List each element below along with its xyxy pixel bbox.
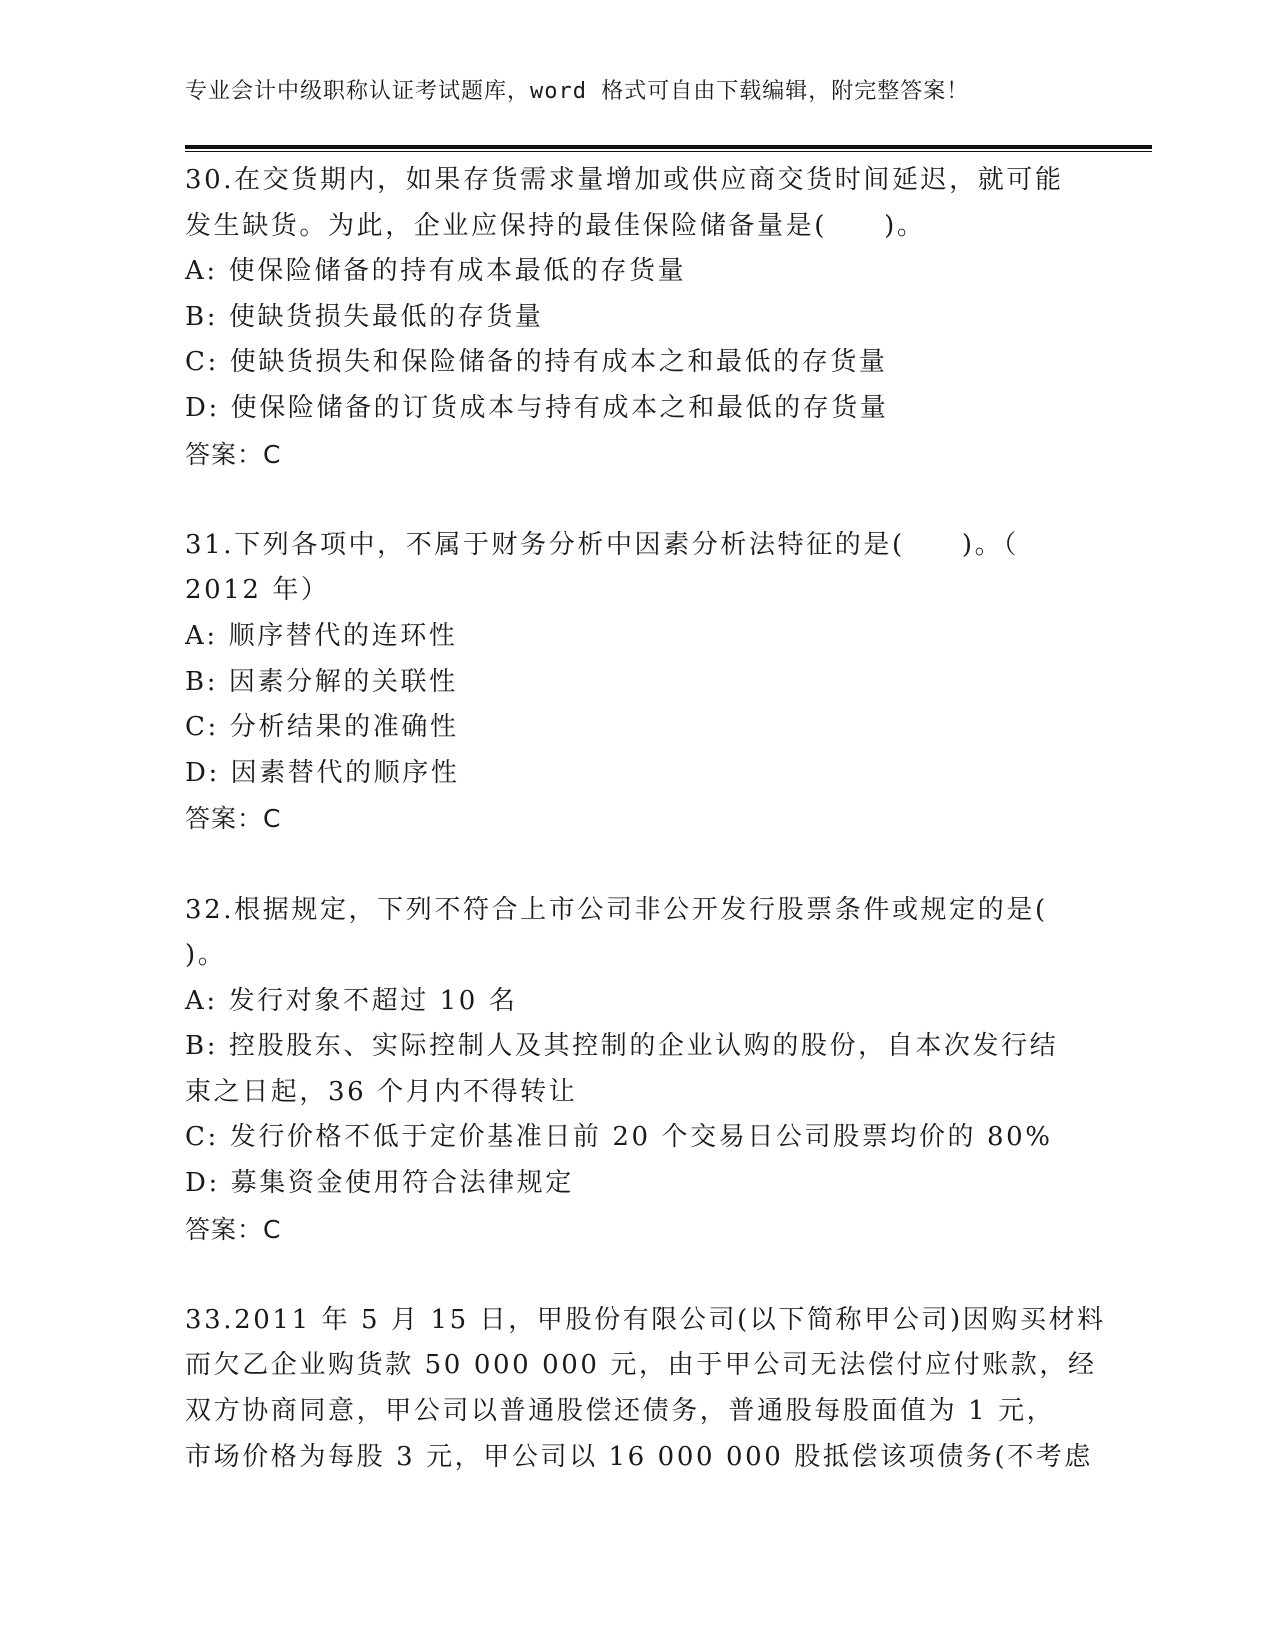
option-b: B: 控股股东、实际控制人及其控制的企业认购的股份，自本次发行结 [185,1031,1059,1062]
question-stem-line: 33.2011 年 5 月 15 日，甲股份有限公司(以下简称甲公司)因购买材料 [185,1304,1106,1335]
option-c: C: 发行价格不低于定价基准日前 20 个交易日公司股票均价的 80% [185,1122,1053,1153]
option-a: A: 发行对象不超过 10 名 [185,985,518,1016]
option-b: B: 因素分解的关联性 [185,666,458,697]
question-stem-line: 而欠乙企业购货款 50 000 000 元，由于甲公司无法偿付应付账款，经 [185,1350,1097,1381]
option-d: D: 募集资金使用符合法律规定 [185,1168,574,1199]
option-b-continued: 束之日起，36 个月内不得转让 [185,1076,578,1107]
question-list [185,158,1106,1480]
option-a: A: 使保险储备的持有成本最低的存货量 [185,256,687,287]
answer-line: 答案：C [185,1214,282,1244]
option-c: C: 分析结果的准确性 [185,712,459,743]
question-spacer [185,1252,1085,1298]
question-32 [185,888,1085,1253]
question-stem-line: 31.下列各项中，不属于财务分析中因素分析法特征的是( )。（ [185,529,1019,560]
question-stem-line: 2012 年） [185,575,330,606]
header-rule-thin [185,151,1152,152]
answer-line: 答案：C [185,439,282,469]
question-30 [185,158,1085,477]
question-stem-line: 30.在交货期内，如果存货需求量增加或供应商交货时间延迟，就可能 [185,165,1064,195]
question-spacer [185,842,1085,888]
question-stem-line: 发生缺货。为此，企业应保持的最佳保险储备量是( )。 [185,210,926,241]
document-header: 专业会计中级职称认证考试题库，word 格式可自由下载编辑，附完整答案！ [185,79,970,104]
option-b: B: 使缺货损失最低的存货量 [185,301,544,332]
answer-line: 答案：C [185,804,282,834]
question-stem-line: 市场价格为每股 3 元，甲公司以 16 000 000 股抵偿该项债务(不考虑 [185,1441,1094,1472]
question-stem-line: 32.根据规定，下列不符合上市公司非公开发行股票条件或规定的是( [185,894,1048,925]
question-stem-line: )。 [185,940,227,971]
option-d: D: 使保险储备的订货成本与持有成本之和最低的存货量 [185,392,889,423]
header-rule-thick [185,145,1152,149]
question-33 [185,1298,1106,1480]
option-c: C: 使缺货损失和保险储备的持有成本之和最低的存货量 [185,347,888,378]
question-spacer [185,477,1085,523]
option-a: A: 顺序替代的连环性 [185,620,458,651]
option-d: D: 因素替代的顺序性 [185,757,460,788]
question-stem-line: 双方协商同意，甲公司以普通股偿还债务，普通股每股面值为 1 元， [185,1396,1056,1427]
question-31 [185,523,1085,842]
